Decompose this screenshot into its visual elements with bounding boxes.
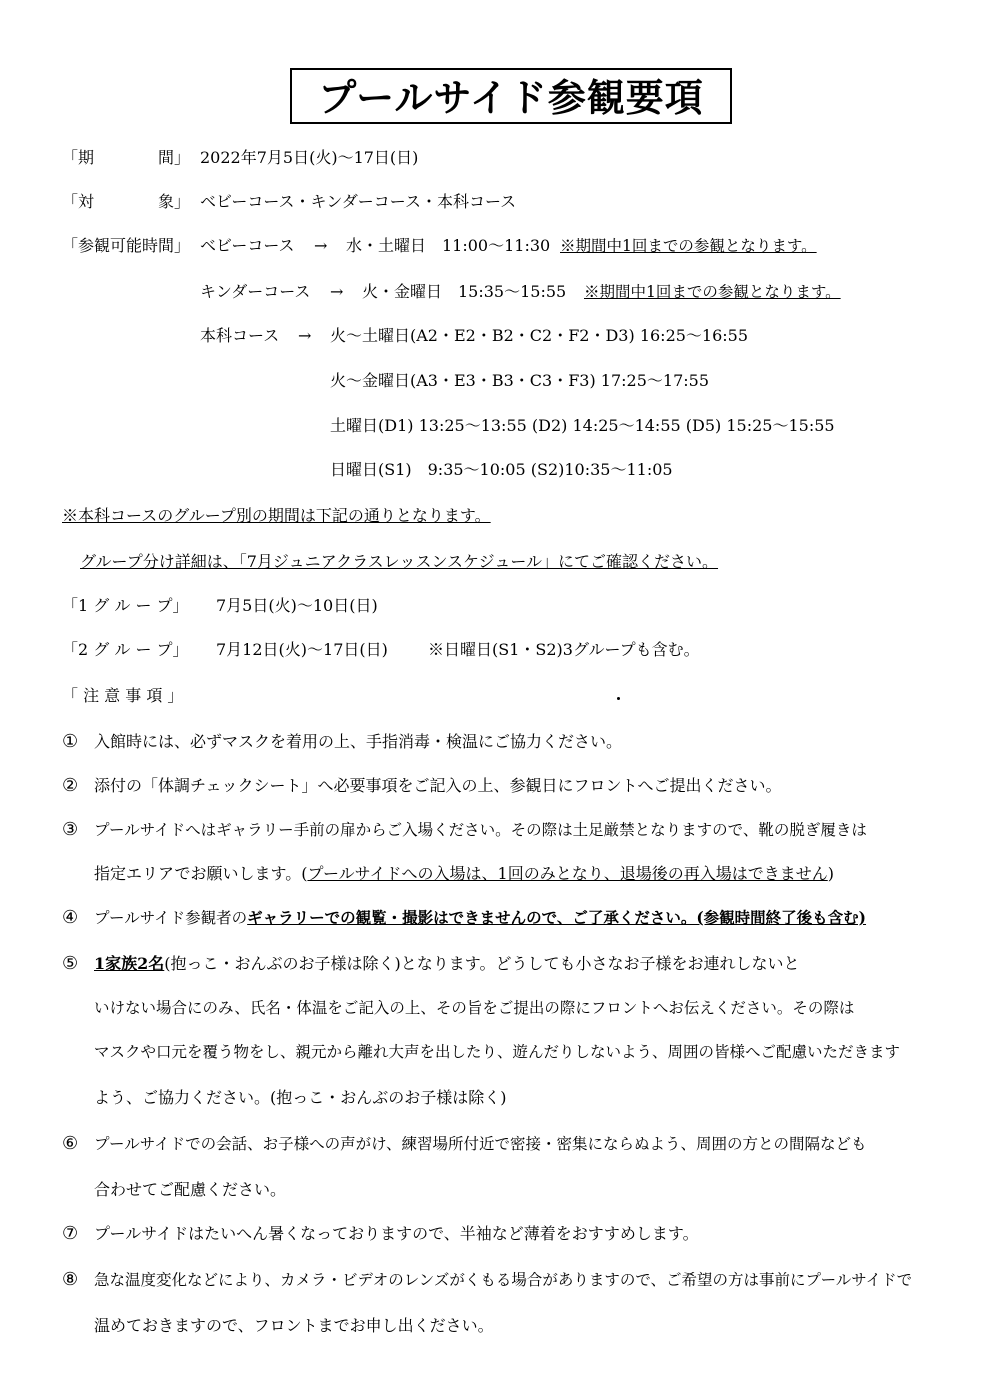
page-title: プールサイド参観要項 bbox=[318, 76, 704, 120]
kinder-time: 火・金曜日 15:35～15:55 bbox=[362, 282, 567, 301]
item-5-number: ⑤ bbox=[62, 953, 79, 974]
main-schedule-2: 火～金曜日(A3・E3・B3・C3・F3) 17:25～17:55 bbox=[330, 371, 710, 390]
stray-dot bbox=[617, 697, 620, 700]
item-4-number: ④ bbox=[62, 907, 79, 928]
main-schedule-3: 土曜日(D1) 13:25～13:55 (D2) 14:25～14:55 (D5) 15:25～15:55 bbox=[330, 416, 835, 435]
item-6-number: ⑥ bbox=[62, 1133, 79, 1154]
group1-label: 「1 グ ル ー プ」 bbox=[62, 596, 189, 615]
period-label: 「期 間」 bbox=[62, 148, 191, 167]
main-schedule-4: 日曜日(S1) 9:35～10:05 (S2)10:35～11:05 bbox=[330, 460, 673, 479]
item-1-number: ① bbox=[62, 731, 79, 752]
baby-course: ベビーコース bbox=[200, 236, 295, 255]
target-value: ベビーコース・キンダーコース・本科コース bbox=[200, 192, 517, 211]
notes-label: 「 注 意 事 項 」 bbox=[62, 686, 184, 705]
period-value: 2022年7月5日(火)～17日(日) bbox=[200, 148, 419, 167]
item-3-text: プールサイドへはギャラリー手前の扉からご入場ください。その際は土足厳禁となりますので、靴の脱ぎ履きは bbox=[94, 821, 867, 839]
group1-value: 7月5日(火)～10日(日) bbox=[216, 596, 378, 615]
kinder-course: キンダーコース bbox=[200, 282, 311, 301]
kinder-note: ※期間中1回までの参観となります。 bbox=[584, 283, 841, 301]
item-7-number: ⑦ bbox=[62, 1223, 79, 1244]
item-3-line2-emphasis: プールサイドへの入場は、1回のみとなり、退場後の再入場はできません bbox=[307, 864, 828, 883]
item-2-number: ② bbox=[62, 775, 79, 796]
item-8-text: 急な温度変化などにより、カメラ・ビデオのレンズがくもる場合がありますので、ご希望の方は事前にプールサイドで bbox=[94, 1271, 913, 1289]
item-6-text: プールサイドでの会話、お子様への声がけ、練習場所付近で密接・密集にならぬよう、周囲の方との間隔なども bbox=[94, 1135, 867, 1153]
arrow-icon: → bbox=[330, 282, 344, 301]
item-3-number: ③ bbox=[62, 819, 79, 840]
item-5-line2: いけない場合にのみ、氏名・体温をご記入の上、その旨をご提出の際にフロントへお伝えください。その際は bbox=[94, 999, 855, 1017]
item-5-line4: よう、ご協力ください。(抱っこ・おんぶのお子様は除く) bbox=[94, 1088, 507, 1107]
group2-label: 「2 グ ル ー プ」 bbox=[62, 640, 189, 659]
group-note-2: グループ分け詳細は、「7月ジュニアクラスレッスンスケジュール」にてご確認ください。 bbox=[80, 552, 719, 571]
arrow-icon: → bbox=[314, 236, 328, 255]
item-5-line3: マスクや口元を覆う物をし、親元から離れ大声を出したり、遊んだりしないよう、周囲の皆様へご配慮いただきます bbox=[94, 1043, 901, 1061]
group-note-1: ※本科コースのグループ別の期間は下記の通りとなります。 bbox=[62, 506, 491, 525]
main-course: 本科コース bbox=[200, 326, 280, 345]
item-7-text: プールサイドはたいへん暑くなっておりますので、半袖など薄着をおすすめします。 bbox=[94, 1224, 699, 1243]
item-3-line2 bbox=[94, 864, 834, 884]
item-1-text: 入館時には、必ずマスクを着用の上、手指消毒・検温にご協力ください。 bbox=[94, 732, 623, 751]
hours-label: 「参観可能時間」 bbox=[62, 236, 191, 255]
item-4-text bbox=[94, 908, 866, 928]
group2-note: ※日曜日(S1・S2)3グループも含む。 bbox=[428, 640, 700, 659]
item-8-line2: 温めておきますので、フロントまでお申し出ください。 bbox=[94, 1316, 494, 1335]
item-8-number: ⑧ bbox=[62, 1269, 79, 1290]
item-2-text: 添付の「体調チェックシート」へ必要事項をご記入の上、参観日にフロントへご提出ください。 bbox=[94, 776, 782, 795]
title-box bbox=[290, 68, 732, 124]
group2-value: 7月12日(火)～17日(日) bbox=[216, 640, 388, 659]
item-5-emphasis: 1家族2名 bbox=[94, 954, 165, 973]
main-schedule-1: 火～土曜日(A2・E2・B2・C2・F2・D3) 16:25～16:55 bbox=[330, 326, 749, 345]
item-3-line2-a: 指定エリアでお願いします。( bbox=[94, 864, 308, 883]
baby-note: ※期間中1回までの参観となります。 bbox=[560, 237, 817, 255]
item-6-line2: 合わせてご配慮ください。 bbox=[94, 1180, 287, 1199]
item-5-text-b: (抱っこ・おんぶのお子様は除く)となります。どうしても小さなお子様をお連れしないと bbox=[164, 954, 800, 973]
item-4-text-a: プールサイド参観者の bbox=[94, 909, 248, 927]
item-3-line2-c: ) bbox=[827, 864, 834, 883]
arrow-icon: → bbox=[298, 326, 312, 345]
target-label: 「対 象」 bbox=[62, 192, 191, 211]
baby-time: 水・土曜日 11:00～11:30 bbox=[346, 236, 551, 255]
item-5-text bbox=[94, 954, 800, 974]
item-4-emphasis: ギャラリーでの観覧・撮影はできませんので、ご了承ください。(参観時間終了後も含む) bbox=[247, 908, 867, 927]
